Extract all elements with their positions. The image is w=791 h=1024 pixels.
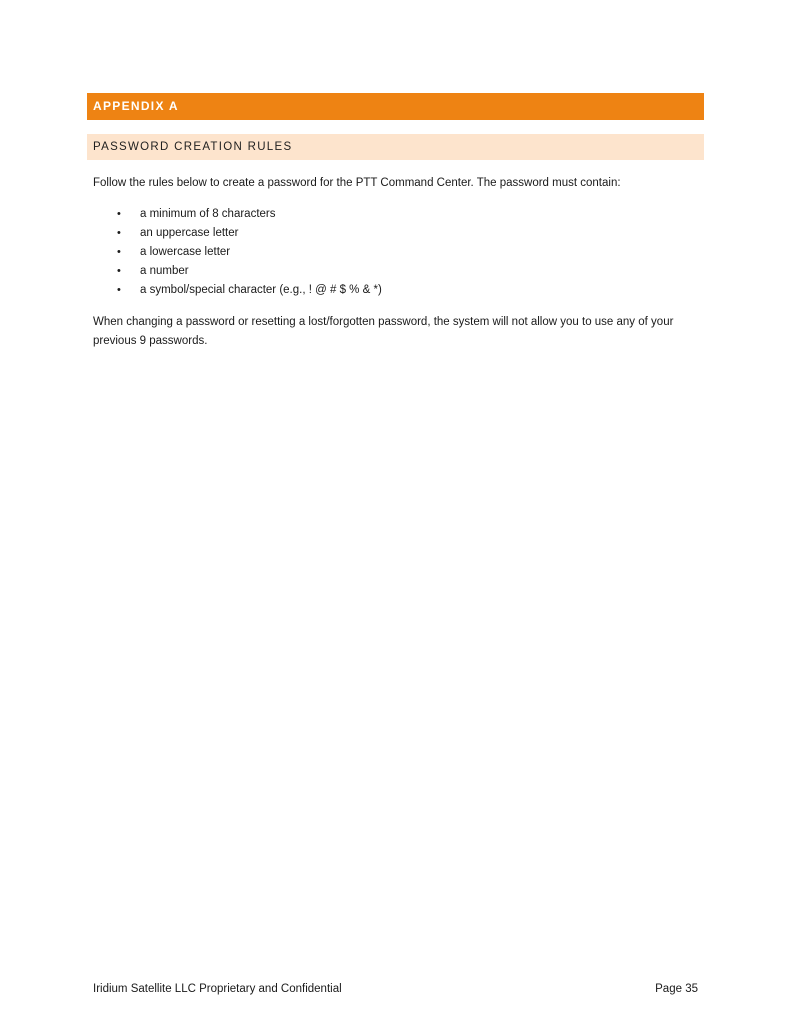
rule-text: a number	[140, 265, 189, 277]
bullet-icon: •	[117, 284, 121, 296]
bullet-icon: •	[117, 246, 121, 258]
section-subheading: PASSWORD CREATION RULES	[87, 134, 704, 160]
rule-text: a lowercase letter	[140, 246, 231, 258]
bullet-icon: •	[117, 227, 121, 239]
password-history-note: When changing a password or resetting a lost/forgotten password, the system will not allow you to use any of your previous 9 passwords.	[93, 316, 674, 347]
list-item	[93, 244, 693, 263]
list-item	[93, 206, 693, 225]
rule-text: a minimum of 8 characters	[140, 208, 276, 220]
intro-paragraph: Follow the rules below to create a password for the PTT Command Center. The password must contain:	[93, 177, 621, 189]
list-item	[93, 225, 693, 244]
list-item	[93, 282, 693, 301]
footer-confidentiality: Iridium Satellite LLC Proprietary and Confidential	[93, 983, 342, 995]
list-item	[93, 263, 693, 282]
bullet-icon: •	[117, 265, 121, 277]
rule-text: a symbol/special character (e.g., ! @ # $ % & *)	[140, 284, 382, 296]
bullet-icon: •	[117, 208, 121, 220]
password-rules-list	[93, 206, 693, 301]
appendix-heading: APPENDIX A	[87, 93, 704, 120]
rule-text: an uppercase letter	[140, 227, 239, 239]
page-number: Page 35	[655, 983, 698, 995]
